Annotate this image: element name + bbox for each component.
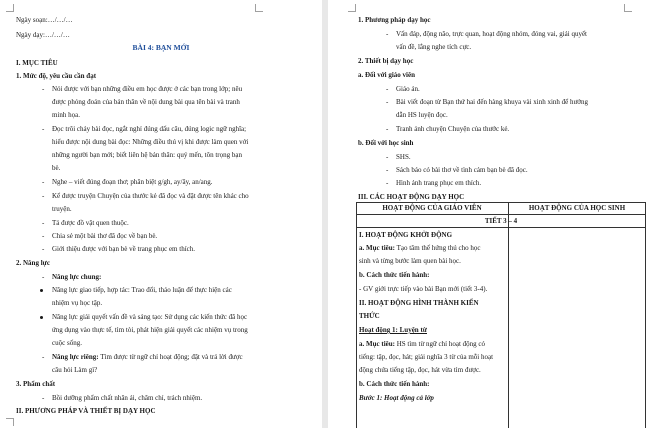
table-header-student: HOẠT ĐỘNG CỦA HỌC SINH	[528, 204, 626, 212]
margin-corner-mark	[255, 4, 263, 12]
activity-heading: II. HOẠT ĐỘNG HÌNH THÀNH KIẾN	[359, 299, 479, 307]
subsection-heading: 2. Năng lực	[16, 259, 50, 267]
list-dash: -	[386, 125, 389, 133]
list-item-text: Sách báo có bài thơ về tình cảm bạn bè đã đọc.	[396, 166, 528, 174]
table-row	[359, 339, 485, 349]
list-dash: -	[386, 153, 389, 161]
table-row-divider	[356, 214, 646, 215]
list-item-text: Tả được đồ vật quen thuộc.	[52, 219, 129, 227]
table-header-teacher: HOẠT ĐỘNG CỦA GIÁO VIÊN	[382, 204, 482, 212]
list-item-text: Chia sẻ một bài thơ đã đọc về bạn bè.	[52, 232, 158, 240]
subsection-heading: 2. Thiết bị dạy học	[358, 57, 414, 65]
margin-corner-mark	[6, 4, 14, 12]
list-item-text: truyện.	[52, 205, 72, 213]
lesson-title: BÀI 4: BẠN MỚI	[132, 43, 190, 52]
list-item-text: Bài viết đoạn từ Bạn thứ hai đến hàng khuya vài xinh xinh để hướng	[396, 98, 588, 106]
list-item-text: Hình ảnh trang phục em thích.	[396, 179, 482, 187]
list-item-text: Bồi dưỡng phẩm chất nhân ái, chăm chỉ, trách nhiệm.	[52, 394, 203, 402]
list-dash: -	[386, 179, 389, 187]
table-column-divider	[508, 202, 509, 428]
objective-label: a. Mục tiêu:	[359, 244, 395, 252]
list-dash: -	[42, 85, 45, 93]
margin-corner-mark	[348, 4, 356, 12]
table-cell-text: Tạo tâm thế hứng thú cho học	[396, 244, 481, 252]
list-item-text: Tìm được từ ngữ chỉ hoạt động; đặt và trả lời được	[100, 353, 243, 361]
list-item-text: những người bạn mới; biết liên hệ bản thân: quý mến, tôn trọng bạn	[52, 151, 242, 159]
list-dash: -	[42, 353, 45, 361]
list-item-text: Năng lực giải quyết vấn đề và sáng tạo: Sử dụng các kiến thức đã học	[52, 313, 248, 321]
list-item-text: Tranh ảnh chuyện Chuyện của thước kẻ.	[396, 125, 510, 133]
list-item-text: Nói được với bạn những điều em học được ở các bạn trong lớp; nêu	[52, 85, 243, 93]
list-item-text: Giáo án.	[396, 85, 420, 93]
list-dash: -	[42, 125, 45, 133]
list-dash: -	[42, 192, 45, 200]
list-item-text: hiểu được nội dung bài đọc: Những điều thú vị khi được làm quen với	[52, 138, 249, 146]
activity-heading: I. HOẠT ĐỘNG KHỞI ĐỘNG	[359, 231, 453, 239]
list-item-text: nhiệm vụ học tập.	[52, 299, 103, 307]
table-row	[359, 243, 480, 253]
activity-1-heading: Hoạt động 1: Luyện từ	[359, 326, 427, 334]
list-item-text: vấn đề, lắng nghe tích cực.	[396, 43, 472, 51]
teacher-equipment-label: a. Đối với giáo viên	[358, 71, 415, 79]
activity-heading: THỨC	[359, 312, 380, 320]
table-cell-text: tiếng: tập, đọc, hát; giải nghĩa 3 từ của mỗi hoạt	[359, 353, 494, 361]
list-dash: -	[42, 394, 45, 402]
list-item-text: dẫn HS luyện đọc.	[396, 111, 448, 119]
list-dash: -	[386, 98, 389, 106]
bullet-icon	[40, 316, 43, 319]
list-item-text: Năng lực giao tiếp, hợp tác: Trao đổi, thảo luận để thực hiện các	[52, 286, 232, 294]
list-dash: -	[386, 30, 389, 38]
list-dash: -	[42, 219, 45, 227]
list-dash: -	[42, 178, 45, 186]
list-item-text: câu hỏi Làm gì?	[52, 366, 98, 374]
table-cell-text: HS tìm từ ngữ chỉ hoạt động có	[396, 340, 485, 348]
special-competence-label: Năng lực riêng:	[52, 353, 99, 361]
section-heading: I. MỤC TIÊU	[16, 59, 58, 67]
list-item-text: Nghe – viết đúng đoạn thơ; phân biệt g/gh, ay/ây, an/ang.	[52, 178, 213, 186]
list-item-text: được phỏng đoán của bản thân về nội dung bài qua tên bài và tranh	[52, 98, 240, 106]
table-period-row: TIẾT 3 – 4	[484, 217, 518, 225]
list-item-text: SHS.	[396, 153, 411, 161]
subsection-heading: 3. Phẩm chất	[16, 380, 56, 388]
list-item-text: cuộc sống.	[52, 339, 82, 347]
list-item-text: Kể được truyện Chuyện của thước kẻ đã đọc và đặt được tên khác cho	[52, 192, 249, 200]
list-item-text: minh họa.	[52, 111, 80, 119]
list-dash: -	[42, 273, 45, 281]
right-page	[328, 0, 650, 428]
table-cell-text: - GV giới trực tiếp vào bài Bạn mới (tiết 3-4).	[359, 285, 488, 293]
bullet-icon	[40, 289, 43, 292]
list-dash: -	[42, 245, 45, 253]
section-heading: III. CÁC HOẠT ĐỘNG DẠY HỌC	[358, 193, 465, 201]
margin-corner-mark	[624, 4, 632, 12]
list-dash: -	[386, 85, 389, 93]
list-dash: -	[42, 232, 45, 240]
margin-corner-mark	[6, 418, 14, 426]
list-item-text: bè.	[52, 164, 61, 172]
general-competence-label: Năng lực chung:	[52, 273, 102, 281]
date-prepared: Ngày soạn:…/…/…	[16, 16, 73, 24]
student-equipment-label: b. Đối với học sinh	[358, 139, 414, 147]
procedure-label: b. Cách thức tiến hành:	[359, 271, 430, 279]
table-cell-text: động chứa tiếng tập, đọc, hát vừa tìm được.	[359, 366, 481, 374]
subsection-heading: 1. Phương pháp dạy học	[358, 16, 431, 24]
section-heading: II. PHƯƠNG PHÁP VÀ THIẾT BỊ DẠY HỌC	[16, 407, 156, 415]
list-item-text: Đọc trôi chảy bài đọc, ngắt nghỉ đúng dấu câu, đúng logic ngữ nghĩa;	[52, 125, 247, 133]
subsection-heading: 1. Mức độ, yêu cầu cần đạt	[16, 72, 97, 80]
date-taught: Ngày dạy:…/…/…	[16, 31, 70, 39]
procedure-label: b. Cách thức tiến hành:	[359, 380, 430, 388]
list-item-text: Giới thiệu được với bạn bè về trang phục em thích.	[52, 245, 196, 253]
table-row-divider	[356, 227, 646, 228]
list-item-text: ứng dụng vào thực tế, tìm tòi, phát hiện giải quyết các nhiệm vụ trong	[52, 326, 248, 334]
list-item-text: Vấn đáp, động não, trực quan, hoạt động nhóm, đóng vai, giải quyết	[396, 30, 588, 38]
objective-label: a. Mục tiêu:	[359, 340, 395, 348]
left-page	[0, 0, 322, 428]
table-cell-text: sinh và từng bước làm quen bài học.	[359, 257, 461, 265]
special-competence-line	[52, 352, 243, 362]
list-dash: -	[386, 166, 389, 174]
step-heading: Bước 1: Hoạt động cả lớp	[359, 394, 434, 402]
